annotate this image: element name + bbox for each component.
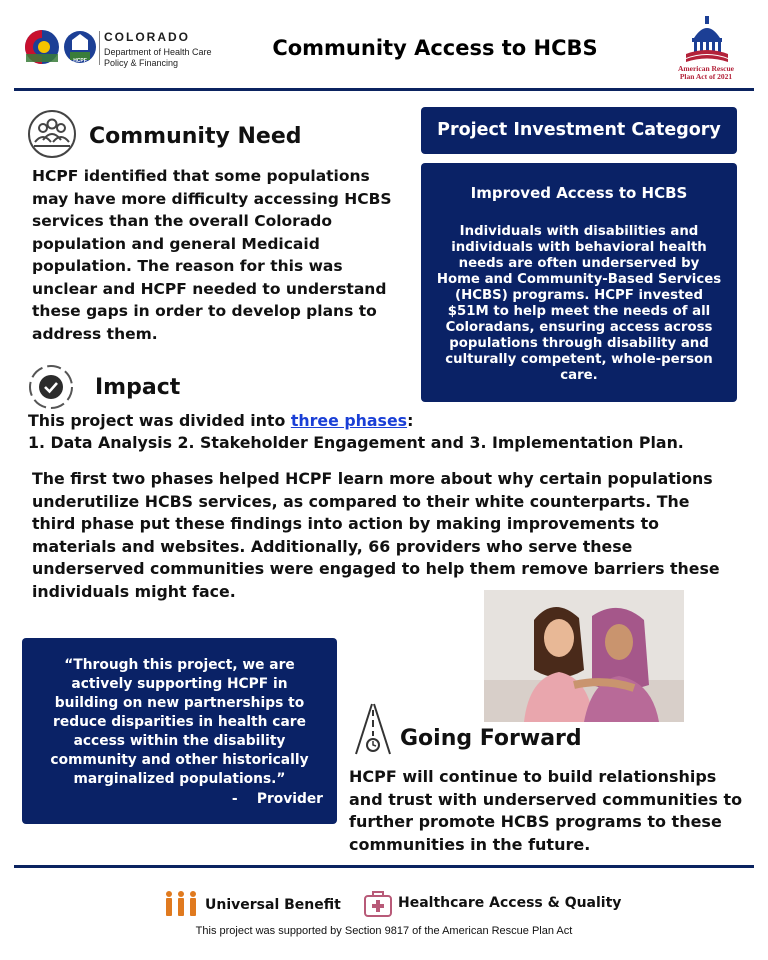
project-investment-box <box>421 163 737 402</box>
road-icon <box>352 700 394 758</box>
quote-text: “Through this project, we are actively supporting HCPF in building on new partnerships to reduce disparities in health care access within the disability community and other historically marginalized populations.” <box>50 657 309 787</box>
footnote: This project was supported by Section 9817 of the American Rescue Plan Act <box>195 925 573 937</box>
hcpf-badge: HCPF <box>73 58 87 64</box>
impact-heading: Impact <box>95 375 181 400</box>
impact-intro-prefix: This project was divided into <box>28 411 291 430</box>
impact-body: The first two phases helped HCPF learn more about why certain populations underutilize HCBS services, as compared to their white counterparts. The third phase put these findings into action by making improvements to materials and websites. Additionally, 66 providers who serve these underserved communities were engaged to help them remove barriers these individuals might face. <box>32 469 720 601</box>
arp-line1: American Rescue <box>677 64 735 73</box>
impact-intro-suffix: : <box>407 411 414 430</box>
community-icon <box>26 108 78 160</box>
logo-divider <box>99 31 100 65</box>
impact-intro <box>28 410 748 433</box>
healthcare-kit-icon <box>363 890 393 918</box>
community-need-body: HCPF identified that some populations may have more difficulty accessing HCBS services than the overall Colorado population and general Medicaid population. The reason for this was unclear and HCPF needed to understand these gaps in order to develop plans to address them. <box>32 167 392 343</box>
arp-caption <box>666 65 746 81</box>
footer-rule <box>14 865 754 868</box>
header-rule <box>14 88 754 91</box>
logo-text <box>104 30 212 69</box>
investment-category: Improved Access to HCBS <box>470 184 688 202</box>
universal-benefit-label: Universal Benefit <box>205 897 341 913</box>
healthcare-access-label: Healthcare Access & Quality <box>398 895 622 911</box>
going-forward-heading: Going Forward <box>400 726 582 751</box>
impact-icon <box>26 362 76 412</box>
going-forward-body: HCPF will continue to build relationships and trust with underserved communities to further promote HCBS programs to these communities in the future. <box>349 767 743 854</box>
logo-state: COLORADO <box>104 30 190 44</box>
provider-quote-box <box>22 638 337 824</box>
community-need-heading: Community Need <box>89 124 302 149</box>
logo-dept-line1: Department of Health Care <box>104 47 212 57</box>
capitol-icon <box>680 14 734 64</box>
arp-line2: Plan Act of 2021 <box>679 72 733 81</box>
three-phases-link[interactable]: three phases <box>290 411 408 430</box>
universal-benefit-icon <box>163 890 199 918</box>
impact-phases: 1. Data Analysis 2. Stakeholder Engagement and 3. Implementation Plan. <box>28 433 684 452</box>
arp-logo <box>680 14 734 64</box>
logo-dept-line2: Policy & Financing <box>104 58 179 68</box>
page-title: Community Access to HCBS <box>272 36 598 60</box>
quote-attribution: - Provider <box>231 791 323 807</box>
photo-two-women <box>484 590 684 722</box>
investment-description: Individuals with disabilities and individuals with behavioral health needs are often underserved by Home and Community-Based Services (HCBS) programs. HCPF invested $51M to help meet the needs of all Coloradans, ensuring access across populations through disability and culturally competent, whole-person care. <box>436 224 722 383</box>
project-investment-heading: Project Investment Category <box>421 107 737 154</box>
